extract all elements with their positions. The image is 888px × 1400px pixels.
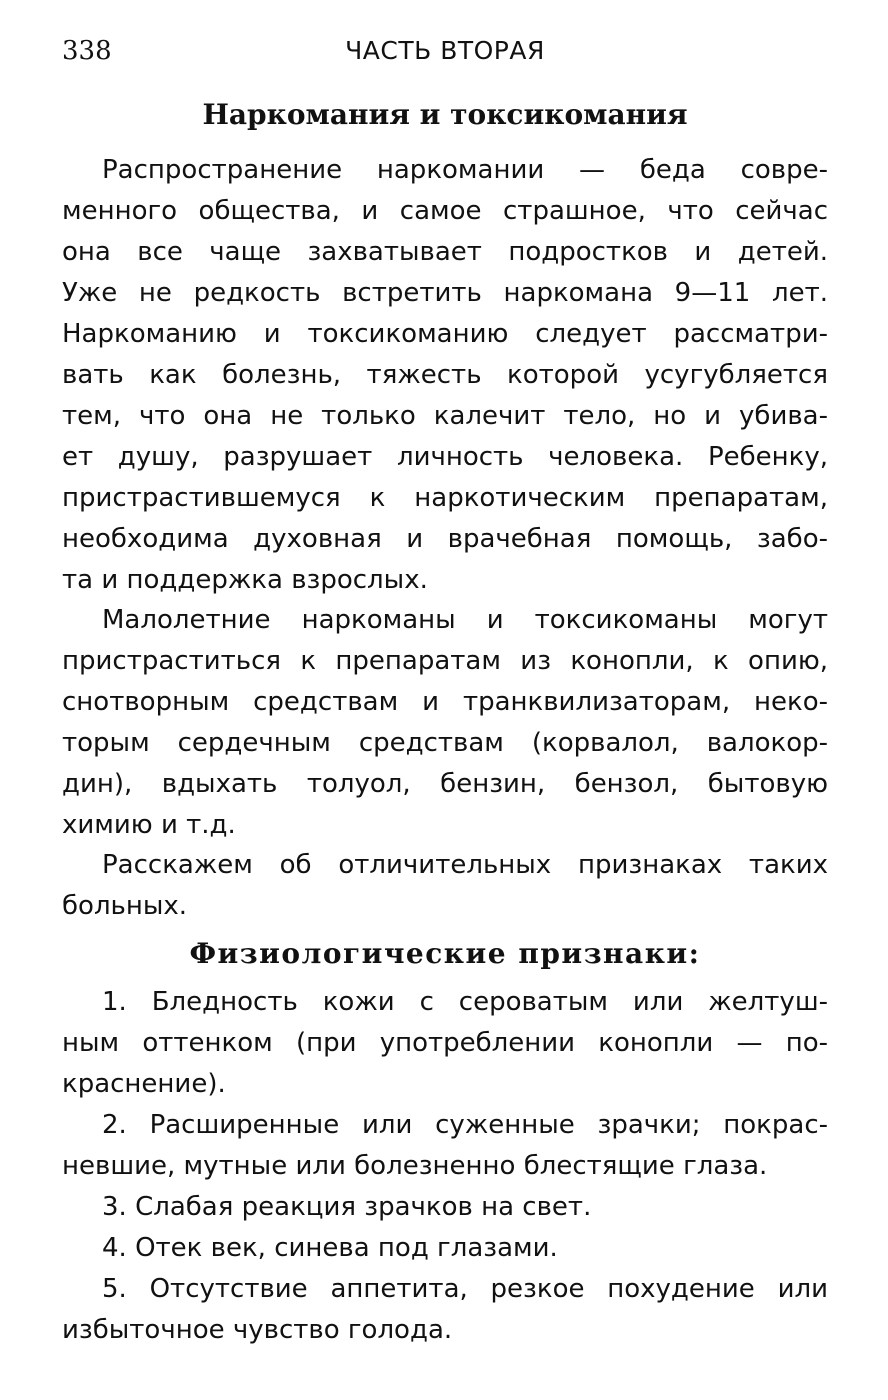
- text-line: торым сердечным средствам (корвалол, валокор-: [62, 728, 828, 758]
- text-line: снотворным средствам и транквилизаторам, неко-: [62, 687, 828, 717]
- text-line: вать как болезнь, тяжесть которой усугубляется: [62, 360, 828, 390]
- list-item: [62, 982, 828, 1105]
- paragraph: [62, 845, 828, 927]
- text-line: 2. Расширенные или суженные зрачки; покрас-: [102, 1110, 828, 1140]
- text-line: краснение).: [62, 1069, 226, 1099]
- text-line: избыточное чувство голода.: [62, 1315, 453, 1345]
- list-item: [62, 1228, 828, 1269]
- text-line: ным оттенком (при употреблении конопли — по-: [62, 1028, 828, 1058]
- paragraph: [62, 600, 828, 846]
- text-line: пристрастившемуся к наркотическим препаратам,: [62, 483, 828, 513]
- text-line: дин), вдыхать толуол, бензин, бензол, бытовую: [62, 769, 828, 799]
- text-line: химию и т.д.: [62, 810, 236, 840]
- text-line: Уже не редкость встретить наркомана 9—11 лет.: [62, 278, 828, 308]
- list-item: [62, 1187, 828, 1228]
- text-line: Расскажем об отличительных признаках таких: [102, 850, 828, 880]
- chapter-title: ЧАСТЬ ВТОРАЯ: [345, 36, 545, 65]
- list-item: [62, 1105, 828, 1187]
- list-item: [62, 1269, 828, 1351]
- text-line: невшие, мутные или болезненно блестящие глаза.: [62, 1151, 768, 1181]
- page-number: 338: [62, 36, 112, 66]
- text-line: менного общества, и самое страшное, что сейчас: [62, 196, 828, 226]
- text-line: 1. Бледность кожи с сероватым или желтуш-: [102, 987, 828, 1017]
- text-line: 3. Слабая реакция зрачков на свет.: [102, 1192, 592, 1222]
- text-line: она все чаще захватывает подростков и детей.: [62, 237, 828, 267]
- text-line: 5. Отсутствие аппетита, резкое похудение или: [102, 1274, 828, 1304]
- text-line: та и поддержка взрослых.: [62, 565, 428, 595]
- text-line: пристраститься к препаратам из конопли, к опию,: [62, 646, 828, 676]
- text-line: больных.: [62, 891, 188, 921]
- text-line: тем, что она не только калечит тело, но и убива-: [62, 401, 828, 431]
- section-heading-drug-addiction: Наркомания и токсикомания: [202, 98, 688, 131]
- running-header: [62, 36, 828, 76]
- text-line: Наркоманию и токсикоманию следует рассматри-: [62, 319, 828, 349]
- section-heading-physiological-signs: Физиологические признаки:: [189, 937, 701, 970]
- text-line: ет душу, разрушает личность человека. Ребенку,: [62, 442, 828, 472]
- text-line: необходима духовная и врачебная помощь, забо-: [62, 524, 828, 554]
- paragraph: [62, 150, 828, 601]
- text-line: Малолетние наркоманы и токсикоманы могут: [102, 605, 828, 635]
- text-line: Распространение наркомании — беда совре-: [102, 155, 828, 185]
- text-line: 4. Отек век, синева под глазами.: [102, 1233, 558, 1263]
